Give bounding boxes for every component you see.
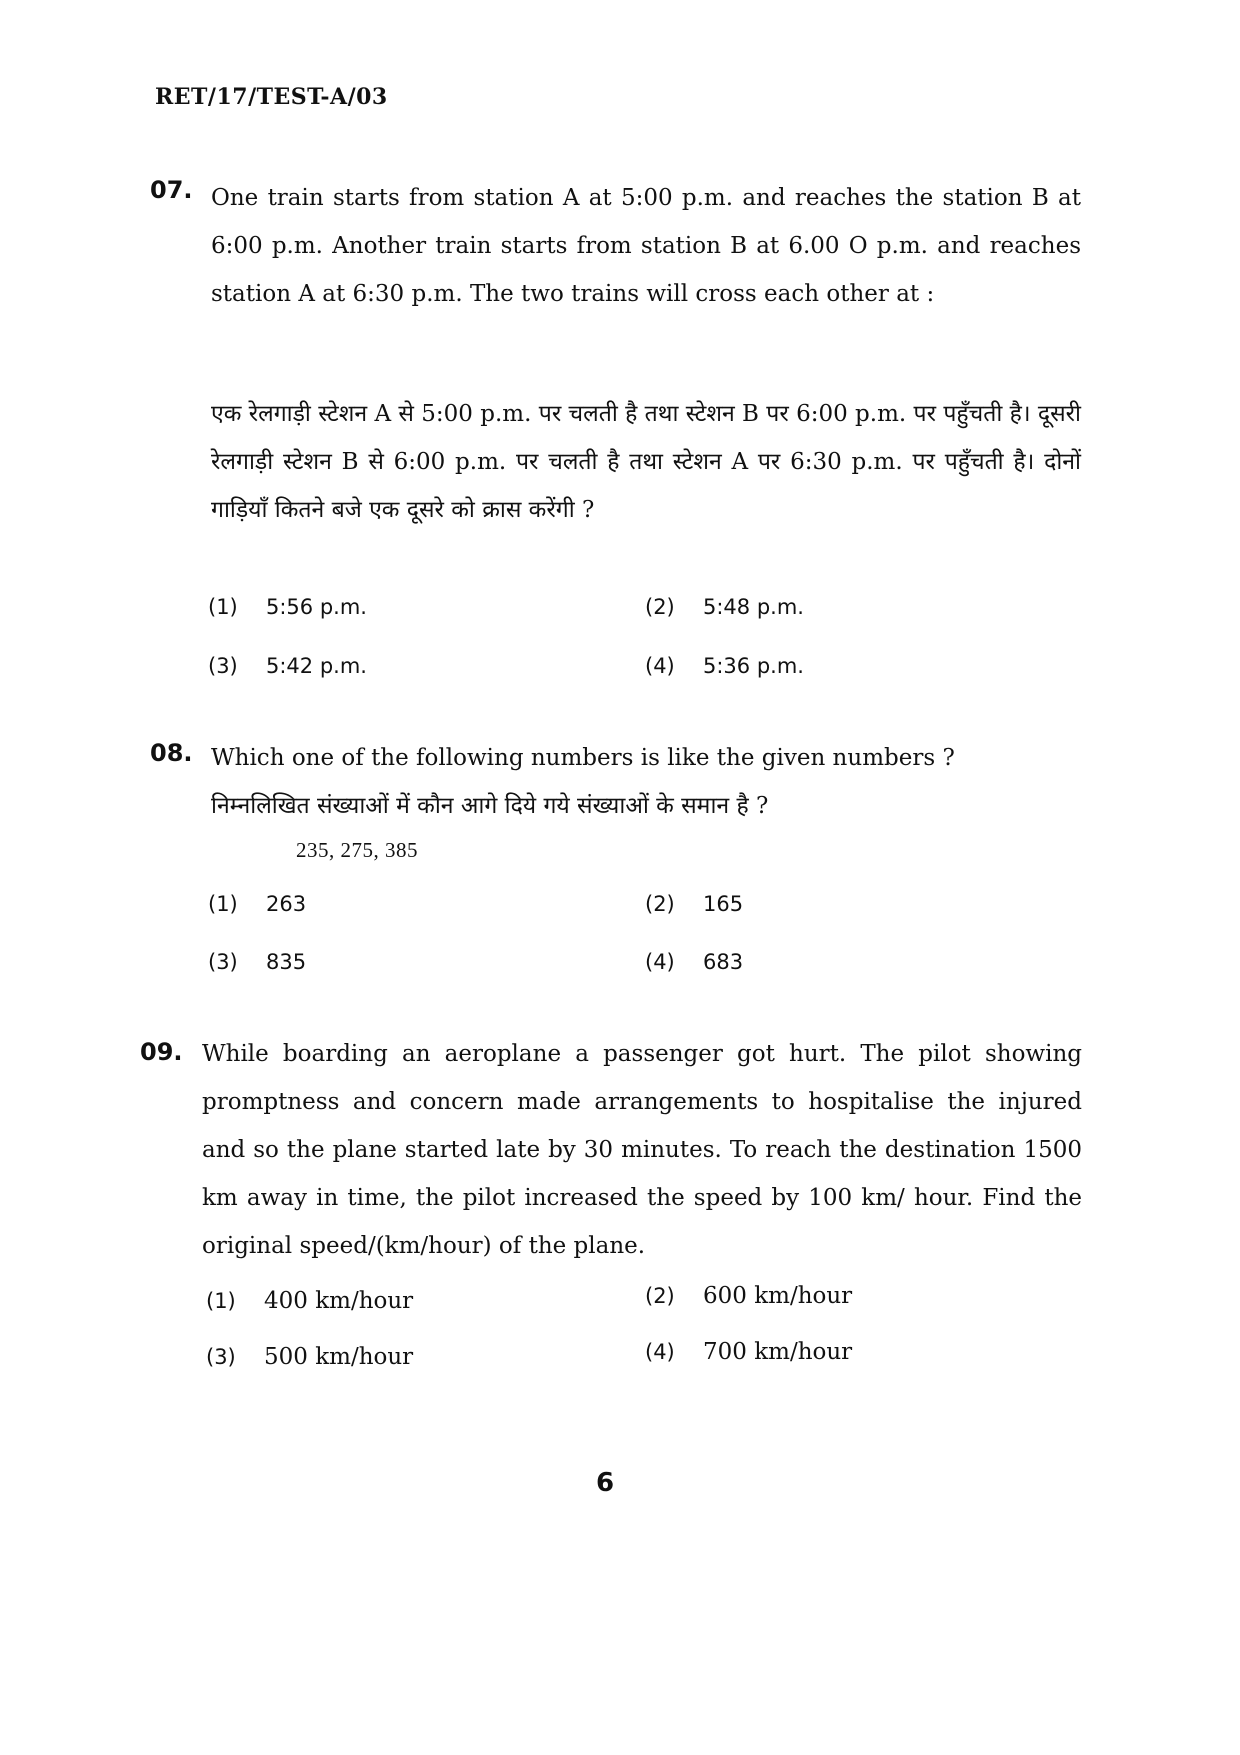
option-text: 500 km/hour (264, 1344, 414, 1370)
option-2 (645, 1283, 852, 1309)
question-number: 07. (150, 176, 193, 204)
option-text: 700 km/hour (703, 1339, 853, 1365)
option-3 (206, 1344, 413, 1370)
option-1 (208, 595, 367, 619)
question-text-english: Which one of the following numbers is like the given numbers ? (211, 745, 955, 771)
option-3 (208, 950, 306, 974)
question-text-hindi: निम्नलिखित संख्याओं में कौन आगे दिये गये संख्याओं के समान है ? (211, 793, 769, 819)
option-number: (2) (645, 595, 675, 619)
option-text: 5:42 p.m. (266, 654, 367, 678)
option-text: 5:36 p.m. (703, 654, 804, 678)
option-number: (2) (645, 892, 675, 916)
option-number: (4) (645, 1340, 675, 1364)
option-2 (645, 892, 743, 916)
option-2 (645, 595, 804, 619)
option-text: 165 (703, 892, 744, 916)
question-number: 08. (150, 739, 193, 767)
option-1 (206, 1288, 413, 1314)
page-number: 6 (596, 1468, 615, 1498)
question-text-hindi: एक रेलगाड़ी स्टेशन A से 5:00 p.m. पर चलती है तथा स्टेशन B पर 6:00 p.m. पर पहुँचती है। दूसरी रेलगाड़ी स्टेशन B से 6:00 p.m. पर चलती है तथा स्टेशन A पर 6:30 p.m. पर पहुँचती है। दोनों गाड़ियाँ कितने बजे एक दूसरे को क्रास करेंगी ? (211, 401, 1081, 523)
option-number: (1) (208, 892, 238, 916)
option-number: (3) (208, 950, 238, 974)
option-text: 263 (266, 892, 307, 916)
paper-code: RET/17/TEST-A/03 (155, 84, 388, 110)
option-4 (645, 654, 804, 678)
option-text: 683 (703, 950, 744, 974)
option-number: (2) (645, 1284, 675, 1308)
question-text-english: One train starts from station A at 5:00 p.m. and reaches the station B at 6:00 p.m. Another train starts from station B at 6.00 O p.m. and reaches station A at 6:30 p.m. The two trains will cross each other at : (211, 185, 1081, 307)
option-4 (645, 950, 743, 974)
option-text: 400 km/hour (264, 1288, 414, 1314)
option-number: (3) (206, 1345, 236, 1369)
option-number: (1) (208, 595, 238, 619)
option-1 (208, 892, 306, 916)
option-4 (645, 1339, 852, 1365)
option-text: 5:56 p.m. (266, 595, 367, 619)
option-number: (4) (645, 654, 675, 678)
option-number: (1) (206, 1289, 236, 1313)
given-numbers: 235, 275, 385 (296, 838, 418, 862)
option-3 (208, 654, 367, 678)
question-text-english: While boarding an aeroplane a passenger got hurt. The pilot showing promptness and concern made arrangements to hospitalise the injured and so the plane started late by 30 minutes. To reach the destination 1500 km away in time, the pilot increased the speed by 100 km/ hour. Find the original speed/(km/hour) of the plane. (202, 1041, 1082, 1259)
option-text: 5:48 p.m. (703, 595, 804, 619)
option-text: 835 (266, 950, 307, 974)
question-number: 09. (140, 1038, 183, 1066)
option-number: (4) (645, 950, 675, 974)
option-text: 600 km/hour (703, 1283, 853, 1309)
option-number: (3) (208, 654, 238, 678)
